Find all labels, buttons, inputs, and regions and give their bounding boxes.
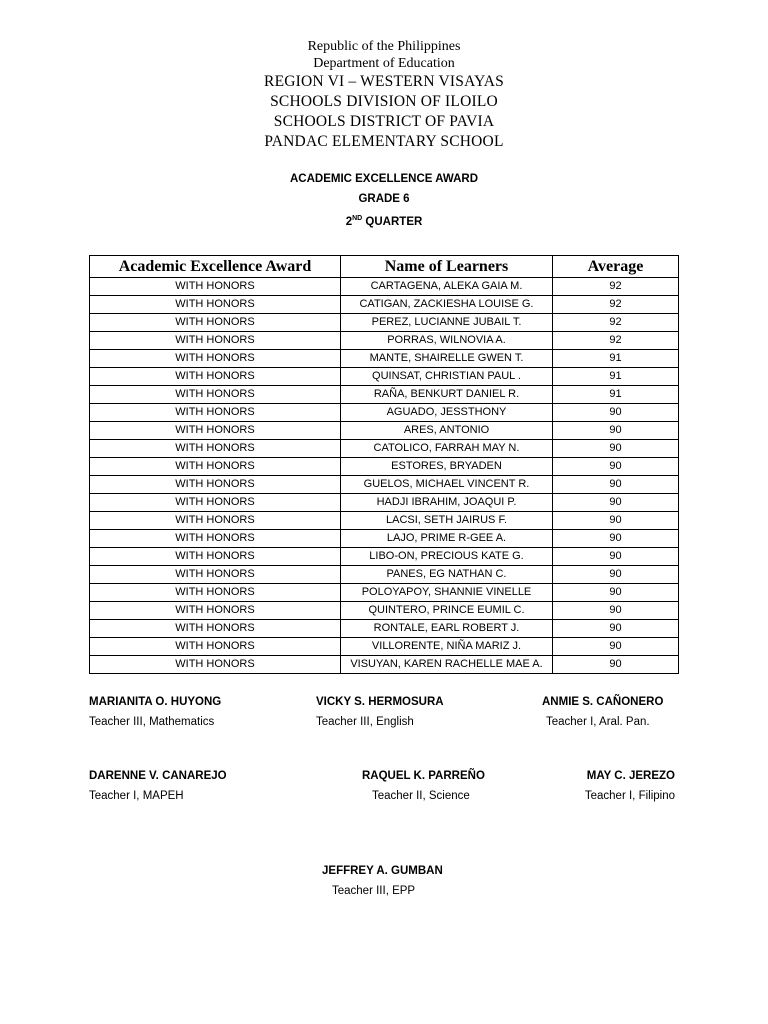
table-row bbox=[90, 350, 679, 368]
average-cell: 90 bbox=[553, 566, 679, 584]
table-row bbox=[90, 584, 679, 602]
award-cell: WITH HONORS bbox=[90, 422, 341, 440]
signatory-2 bbox=[316, 693, 444, 731]
signatory-name: MAY C. JEREZO bbox=[586, 770, 675, 782]
average-cell: 90 bbox=[553, 548, 679, 566]
average-cell: 92 bbox=[553, 332, 679, 350]
learner-name-cell: LIBO-ON, PRECIOUS KATE G. bbox=[341, 548, 553, 566]
award-cell: WITH HONORS bbox=[90, 368, 341, 386]
column-header-award: Academic Excellence Award bbox=[90, 256, 341, 278]
table-row bbox=[90, 332, 679, 350]
learner-name-cell: LACSI, SETH JAIRUS F. bbox=[341, 512, 553, 530]
header-division: SCHOOLS DIVISION OF ILOILO bbox=[270, 93, 498, 110]
quarter-number: 2 bbox=[345, 216, 353, 228]
award-cell: WITH HONORS bbox=[90, 512, 341, 530]
signatory-title: Teacher III, Mathematics bbox=[89, 716, 215, 728]
signatory-title: Teacher II, Science bbox=[372, 790, 470, 802]
learner-name-cell: CATIGAN, ZACKIESHA LOUISE G. bbox=[341, 296, 553, 314]
signatory-5 bbox=[362, 767, 485, 805]
learner-name-cell: CATOLICO, FARRAH MAY N. bbox=[341, 440, 553, 458]
award-heading bbox=[0, 170, 768, 233]
average-cell: 92 bbox=[553, 314, 679, 332]
table-row bbox=[90, 386, 679, 404]
table-row bbox=[90, 548, 679, 566]
signatory-1 bbox=[89, 693, 221, 731]
table-row bbox=[90, 476, 679, 494]
award-cell: WITH HONORS bbox=[90, 530, 341, 548]
header-district: SCHOOLS DISTRICT OF PAVIA bbox=[273, 113, 495, 130]
award-cell: WITH HONORS bbox=[90, 548, 341, 566]
header-region: REGION VI – WESTERN VISAYAS bbox=[264, 73, 504, 90]
learner-name-cell: PORRAS, WILNOVIA A. bbox=[341, 332, 553, 350]
signatory-name: RAQUEL K. PARREÑO bbox=[362, 770, 485, 782]
average-cell: 91 bbox=[553, 350, 679, 368]
table-row bbox=[90, 422, 679, 440]
learner-name-cell: QUINSAT, CHRISTIAN PAUL . bbox=[341, 368, 553, 386]
award-cell: WITH HONORS bbox=[90, 602, 341, 620]
signatory-3 bbox=[542, 693, 663, 731]
table-row bbox=[90, 278, 679, 296]
award-grade: GRADE 6 bbox=[358, 192, 410, 205]
award-cell: WITH HONORS bbox=[90, 476, 341, 494]
document-header bbox=[0, 38, 768, 152]
award-cell: WITH HONORS bbox=[90, 440, 341, 458]
learner-name-cell: VISUYAN, KAREN RACHELLE MAE A. bbox=[341, 656, 553, 674]
table-row bbox=[90, 368, 679, 386]
quarter-word: QUARTER bbox=[362, 216, 423, 228]
signatory-title: Teacher I, Aral. Pan. bbox=[546, 716, 650, 728]
quarter-ordinal-suffix: ND bbox=[352, 215, 363, 222]
learner-name-cell: ESTORES, BRYADEN bbox=[341, 458, 553, 476]
average-cell: 90 bbox=[553, 422, 679, 440]
signatory-title: Teacher I, MAPEH bbox=[89, 790, 184, 802]
award-cell: WITH HONORS bbox=[90, 458, 341, 476]
award-title: ACADEMIC EXCELLENCE AWARD bbox=[289, 173, 479, 185]
average-cell: 90 bbox=[553, 404, 679, 422]
average-cell: 90 bbox=[553, 638, 679, 656]
signatory-4 bbox=[89, 767, 227, 805]
awardees-table bbox=[89, 255, 679, 674]
table-row bbox=[90, 440, 679, 458]
average-cell: 90 bbox=[553, 458, 679, 476]
award-cell: WITH HONORS bbox=[90, 584, 341, 602]
average-cell: 90 bbox=[553, 530, 679, 548]
learner-name-cell: CARTAGENA, ALEKA GAIA M. bbox=[341, 278, 553, 296]
signatory-name: JEFFREY A. GUMBAN bbox=[322, 865, 443, 877]
learner-name-cell: RONTALE, EARL ROBERT J. bbox=[341, 620, 553, 638]
learner-name-cell: POLOYAPOY, SHANNIE VINELLE bbox=[341, 584, 553, 602]
average-cell: 90 bbox=[553, 476, 679, 494]
award-cell: WITH HONORS bbox=[90, 332, 341, 350]
average-cell: 90 bbox=[553, 620, 679, 638]
award-cell: WITH HONORS bbox=[90, 314, 341, 332]
learner-name-cell: PEREZ, LUCIANNE JUBAIL T. bbox=[341, 314, 553, 332]
average-cell: 90 bbox=[553, 602, 679, 620]
average-cell: 90 bbox=[553, 494, 679, 512]
average-cell: 91 bbox=[553, 368, 679, 386]
column-header-average: Average bbox=[553, 256, 679, 278]
learner-name-cell: VILLORENTE, NIÑA MARIZ J. bbox=[341, 638, 553, 656]
learner-name-cell: HADJI IBRAHIM, JOAQUI P. bbox=[341, 494, 553, 512]
learner-name-cell: GUELOS, MICHAEL VINCENT R. bbox=[341, 476, 553, 494]
average-cell: 90 bbox=[553, 440, 679, 458]
learner-name-cell: RAÑA, BENKURT DANIEL R. bbox=[341, 386, 553, 404]
table-body bbox=[90, 278, 679, 674]
header-republic: Republic of the Philippines bbox=[307, 39, 461, 54]
table-row bbox=[90, 602, 679, 620]
table-row bbox=[90, 314, 679, 332]
learner-name-cell: ARES, ANTONIO bbox=[341, 422, 553, 440]
table-row bbox=[90, 296, 679, 314]
signatory-title: Teacher III, English bbox=[316, 716, 414, 728]
table-row bbox=[90, 458, 679, 476]
table-row bbox=[90, 656, 679, 674]
award-cell: WITH HONORS bbox=[90, 638, 341, 656]
award-cell: WITH HONORS bbox=[90, 278, 341, 296]
table-header-row bbox=[90, 256, 679, 278]
column-header-name: Name of Learners bbox=[341, 256, 553, 278]
award-cell: WITH HONORS bbox=[90, 620, 341, 638]
average-cell: 92 bbox=[553, 296, 679, 314]
table-row bbox=[90, 566, 679, 584]
table-row bbox=[90, 512, 679, 530]
award-cell: WITH HONORS bbox=[90, 566, 341, 584]
table-row bbox=[90, 620, 679, 638]
table-row bbox=[90, 494, 679, 512]
award-cell: WITH HONORS bbox=[90, 296, 341, 314]
header-department: Department of Education bbox=[313, 56, 455, 71]
signatory-title: Teacher III, EPP bbox=[332, 885, 416, 897]
award-cell: WITH HONORS bbox=[90, 386, 341, 404]
signatory-7 bbox=[322, 862, 443, 900]
award-cell: WITH HONORS bbox=[90, 656, 341, 674]
signatory-name: DARENNE V. CANAREJO bbox=[89, 770, 227, 782]
learner-name-cell: AGUADO, JESSTHONY bbox=[341, 404, 553, 422]
table-row bbox=[90, 404, 679, 422]
learner-name-cell: PANES, EG NATHAN C. bbox=[341, 566, 553, 584]
average-cell: 91 bbox=[553, 386, 679, 404]
signatory-name: MARIANITA O. HUYONG bbox=[89, 696, 222, 708]
average-cell: 90 bbox=[553, 584, 679, 602]
learner-name-cell: LAJO, PRIME R-GEE A. bbox=[341, 530, 553, 548]
signatory-6 bbox=[585, 767, 675, 805]
table-row bbox=[90, 530, 679, 548]
learner-name-cell: QUINTERO, PRINCE EUMIL C. bbox=[341, 602, 553, 620]
average-cell: 92 bbox=[553, 278, 679, 296]
signatory-title: Teacher I, Filipino bbox=[584, 790, 675, 802]
learner-name-cell: MANTE, SHAIRELLE GWEN T. bbox=[341, 350, 553, 368]
average-cell: 90 bbox=[553, 512, 679, 530]
award-quarter bbox=[0, 209, 768, 233]
signatory-name: ANMIE S. CAÑONERO bbox=[542, 696, 664, 708]
award-cell: WITH HONORS bbox=[90, 404, 341, 422]
header-school: PANDAC ELEMENTARY SCHOOL bbox=[264, 133, 504, 150]
award-cell: WITH HONORS bbox=[90, 494, 341, 512]
table-row bbox=[90, 638, 679, 656]
award-cell: WITH HONORS bbox=[90, 350, 341, 368]
signatory-name: VICKY S. HERMOSURA bbox=[316, 696, 444, 708]
average-cell: 90 bbox=[553, 656, 679, 674]
